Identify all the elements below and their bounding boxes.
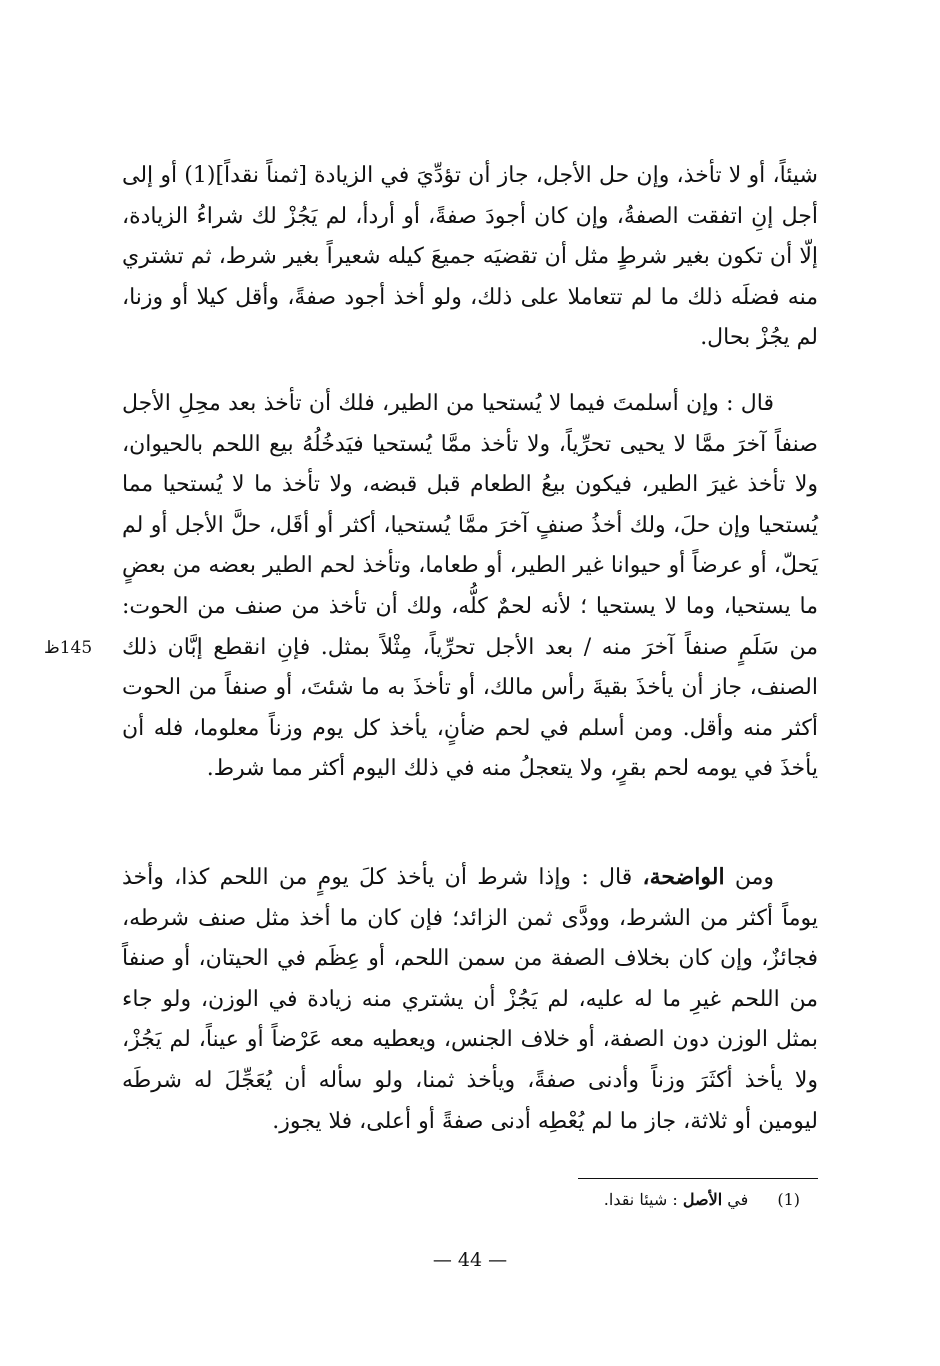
paragraph-3-source-title: الواضحة، (642, 864, 725, 890)
paragraph-3-text: قال : وإذا شرط أن يأخذ كلَ يومٍ من اللحم كذا، وأخذ يوماً أكثر من الشرط، وودَّى ثمن الزائد؛ فإن كان ما أخذ مثل صنف شرطه، فجائزٌ، وإن كان بخلاف الصفة من سمن اللحم، أو عِظَم في الحيتان، أو صنفاً من اللحم غيرِ ما له عليه، لم يَجُزْ أن يشتري منه زيادة في الوزن، ولو جاء بمثل الوزن دون الصفة، أو خلاف الجنس، ويعطيه معه عَرْضاً أو عيناً، لم يَجُزْ، ولا يأخذ أكثَرَ وزناً وأدنى صفةً، ويأخذ ثمنا، ولو سأله أن يُعَجِّلَ له شرطَه ليومين أو ثلاثة، جاز ما لم يُعْطِه أدنى صفةً أو أعلى، فلا يجوز. (122, 865, 818, 1134)
paragraph-3 (122, 857, 818, 1142)
folio-margin-note: 145ظ (44, 638, 93, 658)
footnote-lead: في (727, 1190, 749, 1209)
footnote (240, 1187, 800, 1213)
paragraph-2 (122, 384, 818, 790)
footnote-bold-term: الأصل (682, 1190, 723, 1209)
paragraph-1: شيئاً، أو لا تأخذ، وإن حل الأجل، جاز أن تؤدِّيَ في الزيادة [ثمناً نقداً](1) أو إلى أجل إنِ اتفقت الصفةُ، وإن كان أجودَ صفةً، أو أردأ، لم يَجُزْ لك شراءُ الزيادة، إلّا أن تكون بغير شرطٍ مثل أن تقضيَه جميعَ كيله شعيراً بغير شرط، ثم تشتري منه فضلَه ذلك ما لم تتعاملا على ذلك، ولو أخذ أجود صفةً، وأقل كيلا أو وزنا، لم يجُزْ بحال. (122, 163, 818, 351)
page-number: — 44 — (432, 1249, 508, 1271)
paragraph-2-text: قال : وإن أسلمتَ فيما لا يُستحيا من الطير، فلك أن تأخذ بعد محِلِ الأجل صنفاً آخرَ ممَّا لا يحيى تحرِّياً، ولا تأخذ ممَّا يُستحيا فيَدخُلُهُ بيع اللحم بالحيوان، ولا تأخذ غيرَ الطير، فيكون بيعُ الطعام قبل قبضه، ولا تأخذ ما لا يُستحيا مما يُستحيا وإن حلَ، ولك أخذُ صنفٍ آخرَ ممَّا يُستحيا، أكثر أو أقَل، حلَّ الأجل أو لم يَحلّ، أو عرضاً أو حيوانا غير الطير، أو طعاما، وتأخذ لحم الطير بعضه من بعضٍ ما يستحيا، وما لا يستحيا ؛ لأنه لحمٌ كلُّه، ولك أن تأخذ من صنف من الحوت: من سَلَمٍ صنفاً آخرَ منه / بعد الأجل تحرِّياً، مِثْلاً بمثل. فإنِ انقطع إبَّان ذلك الصنف، جاز أن يأخذَ بقيةَ رأس مالك، أو تأخذَ به ما شئتَ، أو صنفاً من الحوت أكثر منه وأقل. ومن أسلم في لحم ضأنٍ، يأخذ كل يوم وزناً معلوما، فله أن يأخذَ في يومه لحم بقرٍ، ولا يتعجلُ منه في ذلك اليوم أكثر مما شرط. (122, 391, 818, 782)
footnote-divider (578, 1178, 818, 1179)
footnote-text: : شيئا نقدا. (603, 1190, 678, 1209)
paragraph-3-lead: ومن (734, 865, 775, 890)
footnote-number: (1) (777, 1190, 800, 1209)
